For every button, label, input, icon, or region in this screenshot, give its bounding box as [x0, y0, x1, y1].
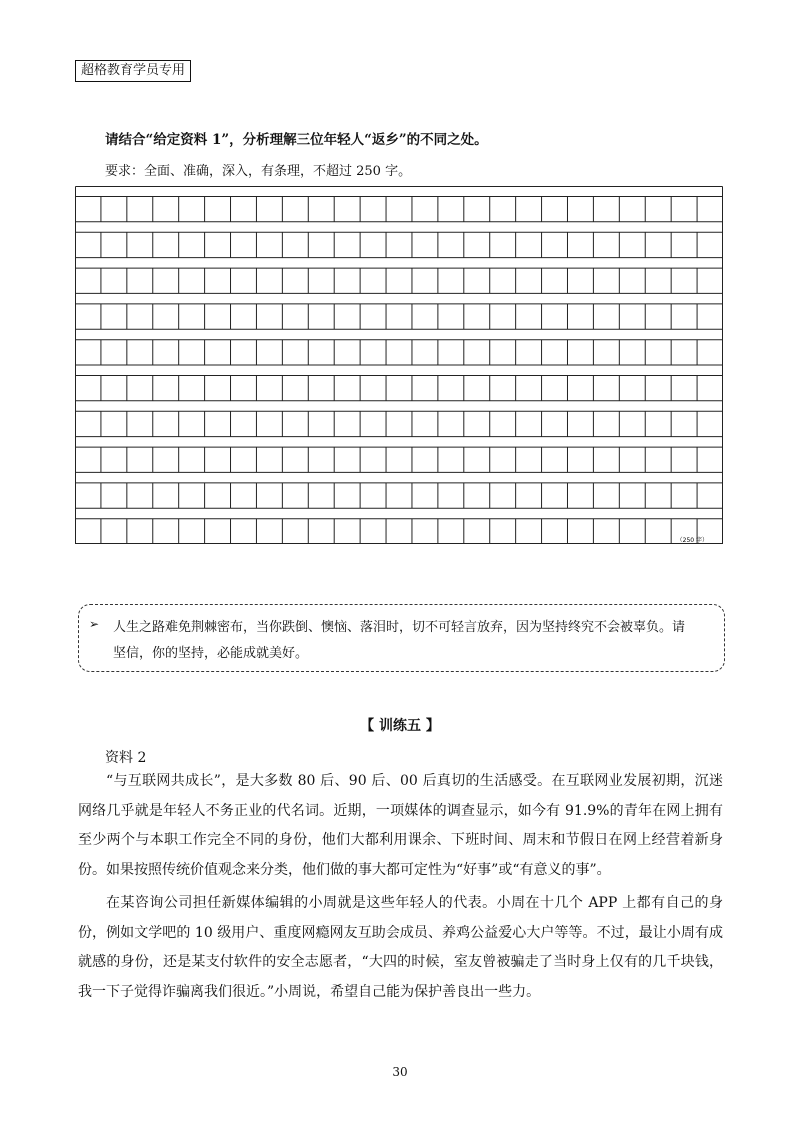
arrow-bullet-icon: ➢	[89, 617, 100, 631]
question-requirement: 要求：全面、准确，深入，有条理，不超过 250 字。	[105, 164, 412, 179]
tip-line-2: 坚信，你的坚持，必能成就美好。	[113, 646, 309, 661]
paragraph-1: “与互联网共成长”，是大多数 80 后、90 后、00 后真切的生活感受。在互联网业发展初期，沉迷网络几乎就是年轻人不务正业的代名词。近期，一项媒体的调查显示，如今有 91.9%的青年在网上拥有至少两个与本职工作完全不同的身份，他们大都利用课余、下班时间、周末和节假日在网上经营着新身份。如果按照传统价值观念来分类，他们做的事大都可定性为“好事”或“有意义的事”。	[78, 773, 723, 878]
answer-grid[interactable]	[75, 186, 723, 544]
header-tag: 超格教育学员专用	[75, 60, 191, 82]
page-number: 30	[392, 1065, 408, 1079]
paragraph-2: 在某咨询公司担任新媒体编辑的小周就是这些年轻人的代表。小周在十几个 APP 上都有自己的身份，例如文学吧的 10 级用户、重度网瘾网友互助会成员、养鸡公益爱心大户等等。不过，最让小周有成就感的身份，还是某支付软件的安全志愿者，“大四的时候，室友曾被骗走了当时身上仅有的几千块钱，我一下子觉得诈骗离我们很近。”小周说，希望自己能为保护善良出一些力。	[78, 895, 723, 1000]
answer-grid-svg[interactable]	[75, 186, 723, 544]
tip-line-1: 人生之路难免荆棘密布，当你跌倒、懊恼、落泪时，切不可轻言放弃，因为坚持终究不会被辜负。请	[113, 620, 686, 635]
tip-box	[78, 604, 725, 672]
question-prompt: 请结合“给定资料 1”，分析理解三位年轻人“返乡”的不同之处。	[105, 132, 488, 148]
material-label: 资料 2	[105, 750, 147, 766]
grid-count-label: （250 字）	[676, 537, 708, 544]
section-title: 【 训练五 】	[360, 718, 440, 734]
